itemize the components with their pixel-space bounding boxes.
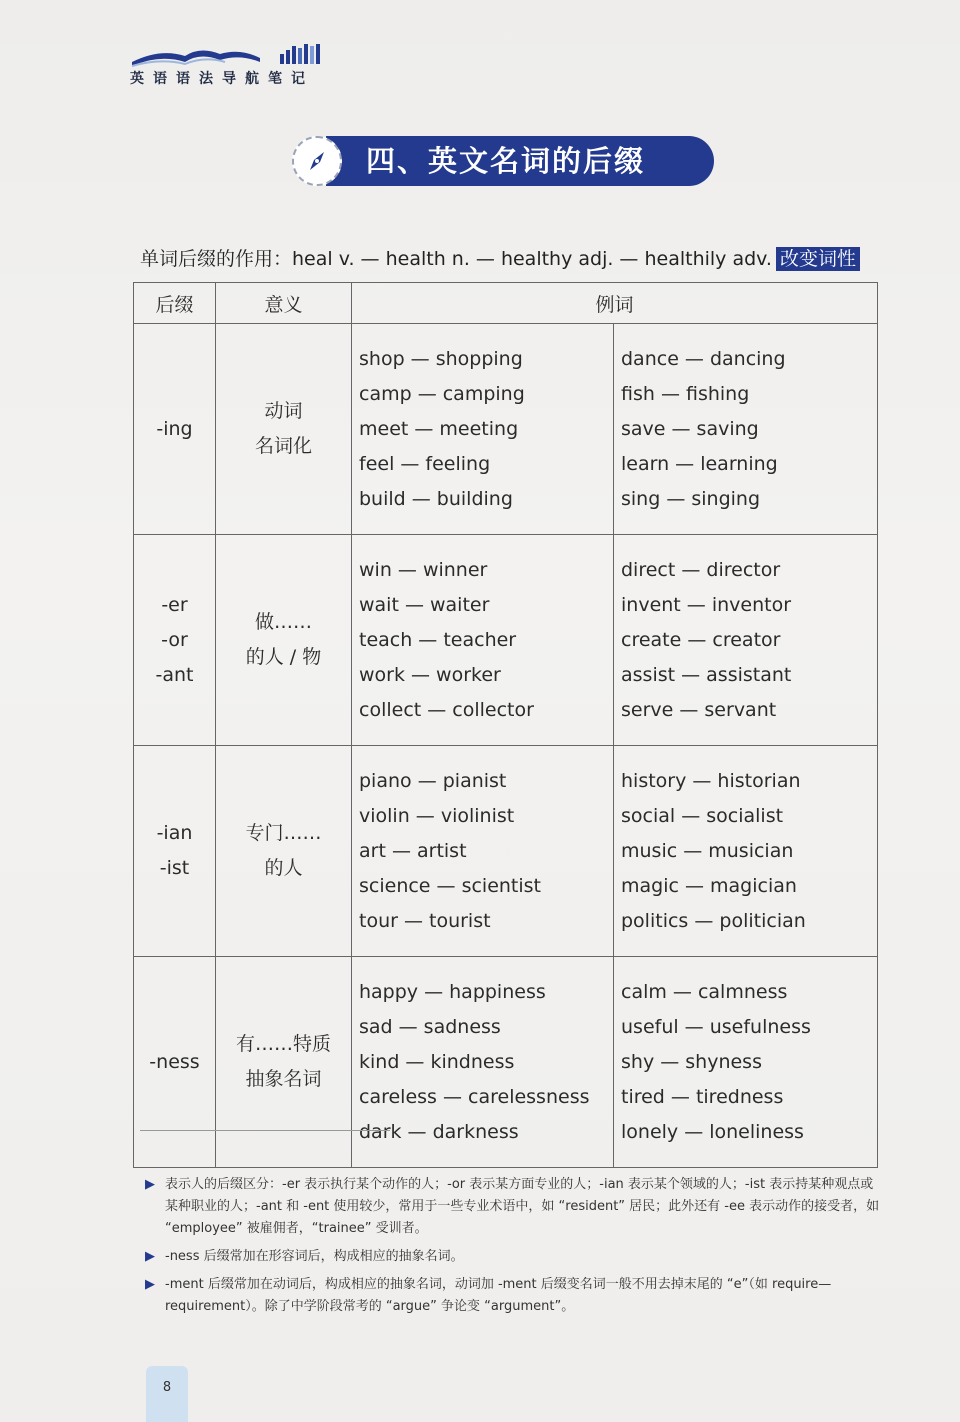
meaning-cell — [216, 324, 352, 535]
table-header-row — [134, 283, 878, 324]
example-pair: history — historian — [621, 769, 801, 792]
example-pair: shop — shopping — [359, 347, 523, 370]
example-pair: win — winner — [359, 558, 488, 581]
page-number: 8 — [146, 1366, 188, 1422]
example-pair: build — building — [359, 487, 513, 510]
example-pair: social — socialist — [621, 804, 784, 827]
example-pair: careless — carelessness — [359, 1085, 590, 1108]
example-pair: teach — teacher — [359, 628, 517, 651]
example-pair: dance — dancing — [621, 347, 786, 370]
suffix: -ness — [149, 1050, 200, 1073]
examples-right-cell — [614, 324, 878, 535]
example-pair: direct — director — [621, 558, 781, 581]
table-row — [134, 957, 878, 1168]
example-pair: sad — sadness — [359, 1015, 501, 1038]
examples-left-cell — [352, 535, 614, 746]
example-pair: work — worker — [359, 663, 501, 686]
suffix: -or — [161, 628, 188, 651]
examples-left-cell — [352, 957, 614, 1168]
intro-line — [140, 244, 860, 271]
note-text: -ment 后缀常加在动词后，构成相应的抽象名词，动词加 -ment 后缀变名词一般不用去掉末尾的 “e”（如 require—requirement）。除了中学阶段常考的 “argue” 争论变 “argument”。 — [165, 1277, 832, 1314]
example-pair: meet — meeting — [359, 417, 519, 440]
example-pair: shy — shyness — [621, 1050, 762, 1073]
example-pair: happy — happiness — [359, 980, 546, 1003]
meaning-cell — [216, 957, 352, 1168]
table-row — [134, 746, 878, 957]
examples-right-cell — [614, 957, 878, 1168]
example-pair: fish — fishing — [621, 382, 750, 405]
suffix-cell — [134, 535, 216, 746]
example-pair: invent — inventor — [621, 593, 792, 616]
notes — [145, 1174, 885, 1324]
meaning-line: 名词化 — [254, 435, 312, 457]
meaning-line: 动词 — [264, 400, 303, 422]
example-pair: serve — servant — [621, 698, 777, 721]
note-item — [145, 1246, 885, 1268]
meaning-line: 有……特质 — [235, 1033, 331, 1055]
meaning-line: 抽象名词 — [245, 1068, 322, 1090]
notes-divider — [140, 1130, 390, 1131]
example-pair: calm — calmness — [621, 980, 788, 1003]
note-text: 表示人的后缀区分：-er 表示执行某个动作的人；-or 表示某方面专业的人；-ian 表示某个领域的人；-ist 表示持某种观点或某种职业的人；-ant 和 -ent 使用较少，常用于一些专业术语中，如 “resident” 居民；此外还有 -ee 表示动作的接受者，如 “employee” 被雇佣者，“trainee” 受训者。 — [165, 1177, 880, 1236]
example-pair: assist — assistant — [621, 663, 792, 686]
suffix: -ant — [155, 663, 194, 686]
meaning-line: 做…… — [254, 611, 312, 633]
example-pair: magic — magician — [621, 874, 797, 897]
meaning-cell — [216, 746, 352, 957]
header-examples: 例词 — [352, 283, 878, 324]
example-pair: politics — politician — [621, 909, 806, 932]
table-row — [134, 535, 878, 746]
example-pair: lonely — loneliness — [621, 1120, 804, 1143]
example-pair: collect — collector — [359, 698, 534, 721]
example-pair: science — scientist — [359, 874, 542, 897]
example-pair: create — creator — [621, 628, 781, 651]
example-pair: kind — kindness — [359, 1050, 515, 1073]
table-row — [134, 324, 878, 535]
example-pair: sing — singing — [621, 487, 761, 510]
examples-right-cell — [614, 746, 878, 957]
intro-chain: heal v. — health n. — healthy adj. — healthily adv. — [292, 248, 772, 270]
meaning-line: 的人 / 物 — [245, 646, 322, 668]
intro-label: 单词后缀的作用： — [140, 248, 293, 270]
examples-right-cell — [614, 535, 878, 746]
triangle-bullet-icon: ▶ — [145, 1277, 155, 1292]
example-pair: useful — usefulness — [621, 1015, 811, 1038]
suffix: -ing — [156, 417, 193, 440]
triangle-bullet-icon: ▶ — [145, 1249, 155, 1264]
header-meaning: 意义 — [216, 283, 352, 324]
suffix-cell — [134, 746, 216, 957]
example-pair: save — saving — [621, 417, 759, 440]
example-pair: tour — tourist — [359, 909, 491, 932]
suffix: -er — [161, 593, 188, 616]
section-title: 四、英文名词的后缀 — [326, 136, 714, 186]
compass-icon — [292, 136, 342, 186]
example-pair: dark — darkness — [359, 1120, 519, 1143]
example-pair: feel — feeling — [359, 452, 491, 475]
suffix: -ist — [159, 857, 190, 879]
book-title: 英语语法导航笔记 — [130, 71, 314, 87]
note-item — [145, 1274, 885, 1318]
meaning-line: 的人 — [264, 857, 303, 879]
suffix-cell — [134, 324, 216, 535]
meaning-cell — [216, 535, 352, 746]
suffix: -ian — [156, 822, 193, 844]
example-pair: wait — waiter — [359, 593, 490, 616]
note-item — [145, 1174, 885, 1240]
triangle-bullet-icon: ▶ — [145, 1177, 155, 1192]
example-pair: piano — pianist — [359, 769, 507, 792]
example-pair: camp — camping — [359, 382, 525, 405]
examples-left-cell — [352, 746, 614, 957]
intro-tag: 改变词性 — [776, 247, 860, 271]
meaning-line: 专门…… — [245, 822, 322, 844]
section-heading — [292, 132, 722, 190]
example-pair: art — artist — [359, 839, 467, 862]
header-suffix: 后缀 — [134, 283, 216, 324]
example-pair: music — musician — [621, 839, 794, 862]
example-pair: tired — tiredness — [621, 1085, 784, 1108]
note-text: -ness 后缀常加在形容词后，构成相应的抽象名词。 — [165, 1249, 464, 1264]
suffix-cell — [134, 957, 216, 1168]
examples-left-cell — [352, 324, 614, 535]
suffix-table — [133, 282, 878, 1168]
example-pair: violin — violinist — [359, 804, 515, 827]
example-pair: learn — learning — [621, 452, 778, 475]
